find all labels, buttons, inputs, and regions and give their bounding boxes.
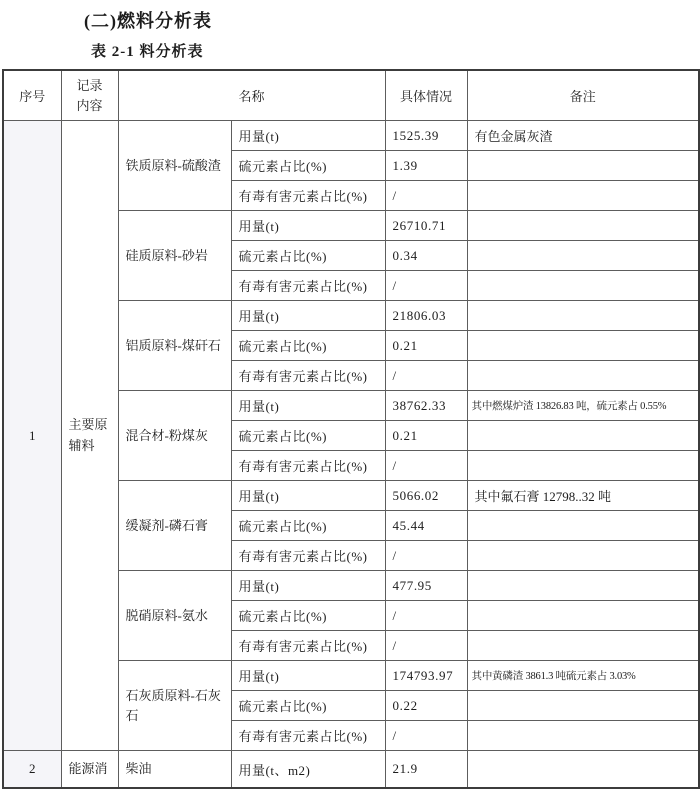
item-label: 有毒有害元素占比(%) (231, 271, 385, 301)
row-no: 1 (3, 121, 61, 751)
item-label: 用量(t) (231, 661, 385, 691)
item-value: 0.22 (385, 691, 467, 721)
item-value: / (385, 721, 467, 751)
item-remark (467, 571, 699, 601)
item-value: 38762.33 (385, 391, 467, 421)
item-label: 有毒有害元素占比(%) (231, 361, 385, 391)
item-value: / (385, 601, 467, 631)
item-value: / (385, 451, 467, 481)
header-record-line1: 记录 (76, 78, 103, 93)
page-title: (二)燃料分析表 (84, 11, 212, 31)
item-remark (467, 451, 699, 481)
table-row (3, 121, 699, 151)
item-label: 硫元素占比(%) (231, 691, 385, 721)
material-group-name: 混合材-粉煤灰 (118, 391, 231, 481)
row-no: 2 (3, 751, 61, 789)
item-value: 5066.02 (385, 481, 467, 511)
item-remark (467, 721, 699, 751)
item-remark (467, 421, 699, 451)
item-label: 用量(t) (231, 571, 385, 601)
header-record-line2: 内容 (76, 97, 103, 113)
item-remark (467, 241, 699, 271)
item-value: 1525.39 (385, 121, 467, 151)
item-remark (467, 601, 699, 631)
item-remark: 其中燃煤炉渣 13826.83 吨，硫元素占 0.55% (467, 391, 699, 421)
item-remark (467, 751, 699, 789)
item-value: / (385, 541, 467, 571)
item-remark (467, 151, 699, 181)
item-label: 硫元素占比(%) (231, 511, 385, 541)
item-remark (467, 361, 699, 391)
item-remark (467, 331, 699, 361)
item-value: 174793.97 (385, 661, 467, 691)
fuel-analysis-table (2, 69, 700, 789)
item-remark (467, 301, 699, 331)
item-value: 45.44 (385, 511, 467, 541)
item-label: 有毒有害元素占比(%) (231, 631, 385, 661)
item-value: 0.21 (385, 331, 467, 361)
material-group-name: 硅质原料-砂岩 (118, 211, 231, 301)
table-header-row (3, 70, 699, 121)
item-value: / (385, 361, 467, 391)
item-value: 21806.03 (385, 301, 467, 331)
item-value: 0.21 (385, 421, 467, 451)
material-group-name: 柴油 (118, 751, 231, 789)
table-caption: 表 2-1 料分析表 (91, 44, 204, 60)
item-label: 用量(t) (231, 121, 385, 151)
item-value: / (385, 181, 467, 211)
item-value: 1.39 (385, 151, 467, 181)
item-label: 用量(t) (231, 391, 385, 421)
item-value: / (385, 271, 467, 301)
item-label: 用量(t、m2) (231, 751, 385, 789)
item-label: 用量(t) (231, 481, 385, 511)
item-label: 用量(t) (231, 301, 385, 331)
material-group-name: 铝质原料-煤矸石 (118, 301, 231, 391)
record-line1: 主要原 (68, 417, 108, 433)
item-value: 26710.71 (385, 211, 467, 241)
header-remark: 备注 (467, 70, 699, 121)
item-remark (467, 511, 699, 541)
item-remark (467, 631, 699, 661)
material-group-name: 脱硝原料-氨水 (118, 571, 231, 661)
item-label: 有毒有害元素占比(%) (231, 181, 385, 211)
item-label: 硫元素占比(%) (231, 331, 385, 361)
item-remark: 其中黄磷渣 3861.3 吨硫元素占 3.03% (467, 661, 699, 691)
item-value: 477.95 (385, 571, 467, 601)
table-row (3, 751, 699, 789)
item-value: 21.9 (385, 751, 467, 789)
record-line2: 辅料 (68, 437, 95, 453)
header-name: 名称 (118, 70, 385, 121)
item-label: 硫元素占比(%) (231, 601, 385, 631)
item-label: 用量(t) (231, 211, 385, 241)
item-remark (467, 541, 699, 571)
material-group-name: 铁质原料-硫酸渣 (118, 121, 231, 211)
material-group-name: 石灰质原料-石灰石 (118, 661, 231, 751)
item-remark (467, 181, 699, 211)
item-remark (467, 271, 699, 301)
item-label: 硫元素占比(%) (231, 241, 385, 271)
header-record-content (61, 70, 118, 121)
item-remark (467, 211, 699, 241)
material-group-name: 缓凝剂-磷石膏 (118, 481, 231, 571)
item-remark (467, 691, 699, 721)
record-content-cell: 能源消 (61, 751, 118, 789)
header-detail: 具体情况 (385, 70, 467, 121)
item-label: 有毒有害元素占比(%) (231, 541, 385, 571)
item-value: 0.34 (385, 241, 467, 271)
item-label: 有毒有害元素占比(%) (231, 451, 385, 481)
item-value: / (385, 631, 467, 661)
item-remark: 有色金属灰渣 (467, 121, 699, 151)
record-content-cell (61, 121, 118, 751)
item-remark: 其中氟石膏 12798..32 吨 (467, 481, 699, 511)
item-label: 有毒有害元素占比(%) (231, 721, 385, 751)
item-label: 硫元素占比(%) (231, 421, 385, 451)
header-no: 序号 (3, 70, 61, 121)
item-label: 硫元素占比(%) (231, 151, 385, 181)
